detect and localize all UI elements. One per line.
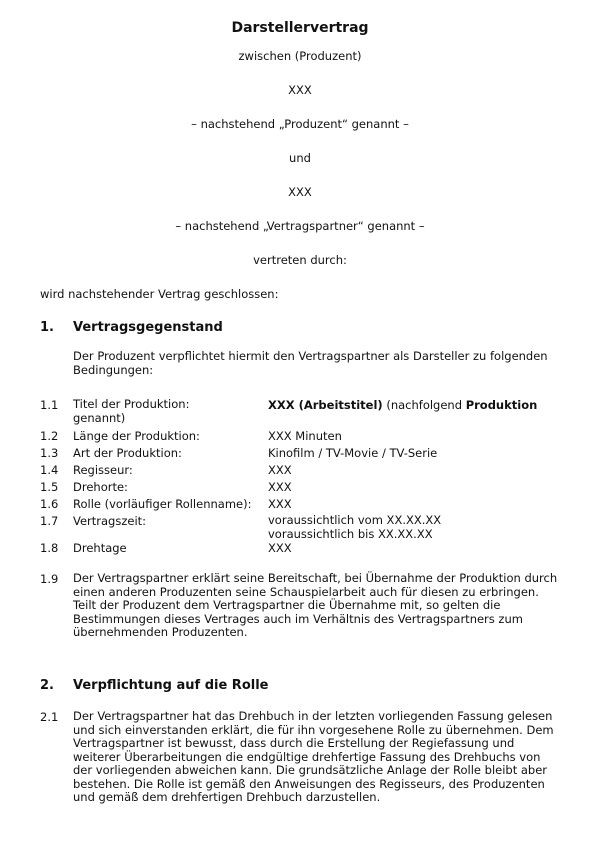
paragraph-line: der vorliegenden abweichen kann. Die grundsätzliche Anlage der Rolle bleibt aber bbox=[73, 763, 548, 777]
item-number: 1.7 bbox=[40, 514, 59, 528]
production-title-mid: (nachfolgend bbox=[382, 398, 466, 412]
party2-note: – nachstehend „Vertragspartner“ genannt – bbox=[175, 219, 425, 233]
preamble-closing: wird nachstehender Vertrag geschlossen: bbox=[40, 287, 279, 301]
item-label: Rolle (vorläufiger Rollenname): bbox=[73, 497, 252, 511]
item-number: 1.2 bbox=[40, 429, 59, 443]
item-value-line: voraussichtlich bis XX.XX.XX bbox=[268, 526, 433, 541]
item-value: XXX bbox=[268, 463, 292, 477]
item-label-line: genannt) bbox=[73, 410, 126, 425]
paragraph-number: 2.1 bbox=[40, 710, 59, 724]
paragraph-line: weiterer Überarbeitungen die endgültige drehfertige Fassung des Drehbuchs von bbox=[73, 749, 541, 764]
item-value: XXX bbox=[268, 480, 292, 494]
section2-number: 2. bbox=[40, 678, 54, 693]
represented-by: vertreten durch: bbox=[253, 253, 347, 267]
paragraph-line: einen anderen Produzenten seine Schauspielarbeit auch für diesen zu erbringen. bbox=[73, 584, 539, 599]
paragraph-line: und sich einverstanden erklärt, die für ihn vorgesehene Rolle zu übernehmen. Dem bbox=[73, 722, 554, 737]
item-number: 1.6 bbox=[40, 497, 59, 511]
paragraph-line: bestehen. Die Rolle ist gemäß den Anweisungen des Regisseurs, des Produzenten bbox=[73, 776, 545, 791]
item-label: Drehtage bbox=[73, 541, 127, 555]
paragraph-line: übernehmenden Produzenten. bbox=[73, 625, 248, 639]
party1-name: XXX bbox=[288, 83, 312, 97]
item-number: 1.1 bbox=[40, 398, 59, 412]
paragraph-line: Bestimmungen dieses Vertrages auch im Verhältnis des Vertragspartners zum bbox=[73, 611, 523, 626]
preamble-between: zwischen (Produzent) bbox=[238, 49, 362, 63]
item-label: Drehorte: bbox=[73, 480, 128, 494]
preamble-and: und bbox=[289, 151, 311, 165]
section1-heading: Vertragsgegenstand bbox=[73, 320, 223, 335]
section2-heading: Verpflichtung auf die Rolle bbox=[73, 678, 269, 693]
paragraph-line: Vertragspartner ist bewusst, dass durch die Erstellung der Regiefassung und bbox=[73, 736, 515, 750]
party2-name: XXX bbox=[288, 185, 312, 199]
paragraph-line: und gemäß dem drehfertigen Drehbuch darzustellen. bbox=[73, 790, 381, 804]
item-number: 1.5 bbox=[40, 480, 59, 494]
item-value bbox=[268, 514, 441, 541]
section1-intro-line: Der Produzent verpflichtet hiermit den Vertragspartner als Darsteller zu folgenden bbox=[73, 349, 548, 363]
item-label: Länge der Produktion: bbox=[73, 429, 200, 443]
item-value: XXX bbox=[268, 497, 292, 511]
paragraph-number: 1.9 bbox=[40, 572, 59, 586]
item-value: Kinofilm / TV-Movie / TV-Serie bbox=[268, 446, 438, 460]
production-title: XXX (Arbeitstitel) bbox=[268, 398, 383, 412]
item-value-line: voraussichtlich vom XX.XX.XX bbox=[268, 513, 442, 527]
item-number: 1.8 bbox=[40, 541, 59, 555]
section1-intro bbox=[73, 350, 548, 377]
paragraph-2-1 bbox=[73, 710, 554, 805]
document-title: Darstellervertrag bbox=[231, 20, 369, 36]
item-number: 1.4 bbox=[40, 463, 59, 477]
item-label-line: Titel der Produktion: bbox=[73, 397, 190, 411]
item-value: XXX bbox=[268, 541, 292, 555]
party1-note: – nachstehend „Produzent“ genannt – bbox=[191, 117, 409, 131]
paragraph-line: Der Vertragspartner hat das Drehbuch in der letzten vorliegenden Fassung gelesen bbox=[73, 709, 553, 723]
section1-number: 1. bbox=[40, 320, 54, 335]
item-value: XXX Minuten bbox=[268, 429, 342, 443]
production-term: Produktion bbox=[465, 398, 538, 412]
paragraph-line: Teilt der Produzent dem Vertragspartner die Übernahme mit, so gelten die bbox=[73, 598, 501, 612]
paragraph-line: Der Vertragspartner erklärt seine Bereitschaft, bei Übernahme der Produktion durch bbox=[73, 571, 558, 585]
item-label: Vertragszeit: bbox=[73, 514, 147, 528]
item-label: Regisseur: bbox=[73, 463, 133, 477]
paragraph-1-9 bbox=[73, 572, 557, 640]
item-label: Art der Produktion: bbox=[73, 446, 182, 460]
item-label bbox=[73, 398, 189, 425]
section1-intro-line: Bedingungen: bbox=[73, 362, 154, 377]
item-value bbox=[268, 398, 537, 412]
item-number: 1.3 bbox=[40, 446, 59, 460]
